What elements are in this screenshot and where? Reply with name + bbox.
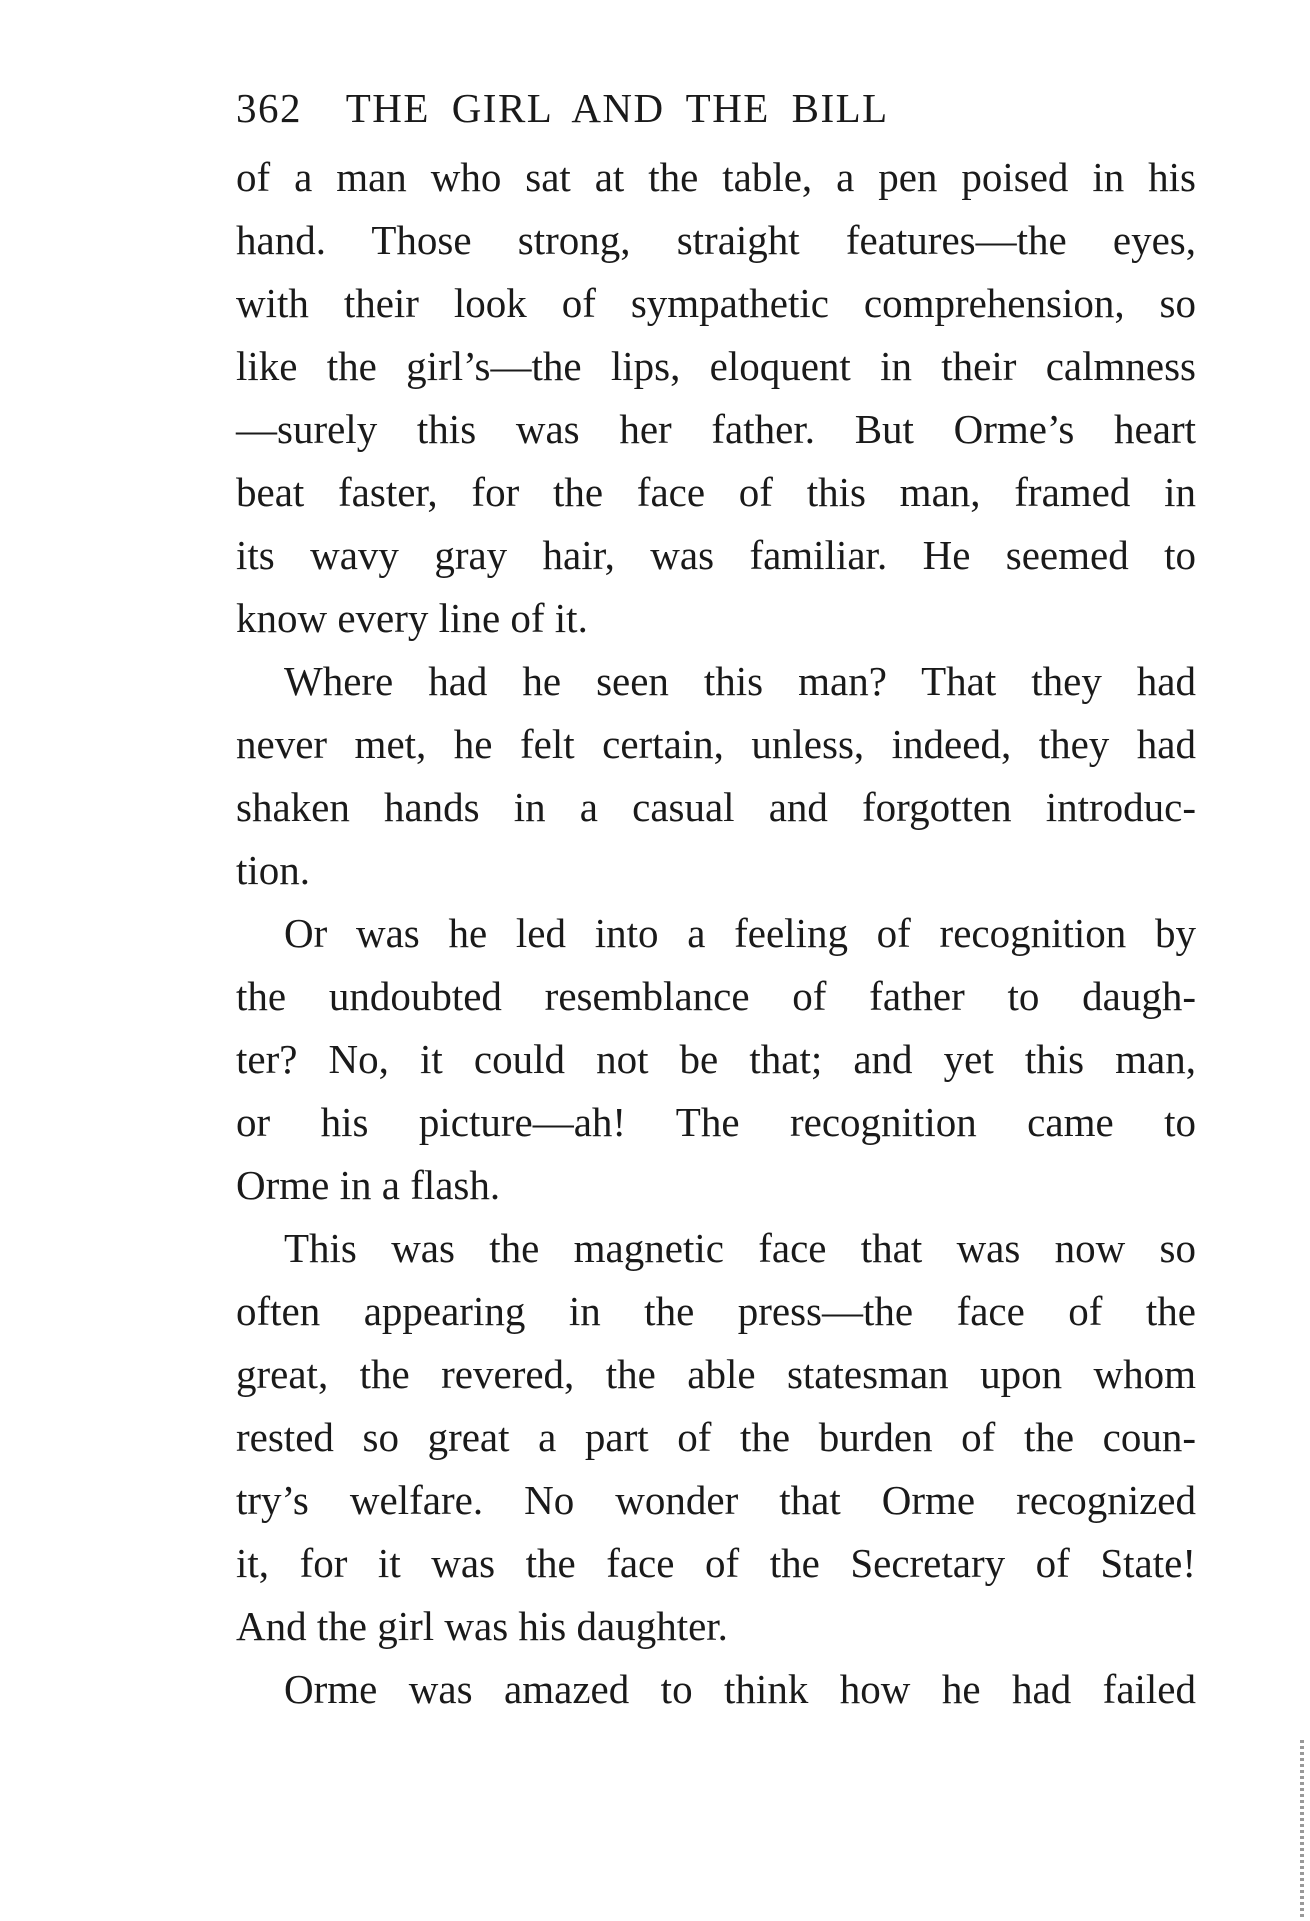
text-line: —surely this was her father. But Orme’s heart (236, 406, 1196, 452)
text-line: of a man who sat at the table, a pen poised in his (236, 154, 1196, 200)
text-line: ter? No, it could not be that; and yet this man, (236, 1036, 1196, 1082)
text-line: know every line of it. (236, 595, 588, 641)
text-line: like the girl’s—the lips, eloquent in their calmness (236, 343, 1196, 389)
text-line: the undoubted resemblance of father to daugh- (236, 973, 1196, 1019)
text-line: This was the magnetic face that was now so (284, 1225, 1196, 1271)
running-head (236, 80, 1056, 136)
text-line: And the girl was his daughter. (236, 1603, 728, 1649)
text-line: Or was he led into a feeling of recognition by (284, 910, 1196, 956)
page-number: 362 (236, 85, 302, 131)
text-line: Orme was amazed to think how he had failed (284, 1666, 1196, 1712)
body-text (236, 146, 1196, 1721)
text-line: Orme in a flash. (236, 1162, 501, 1208)
text-line: tion. (236, 847, 311, 893)
text-line: hand. Those strong, straight features—the eyes, (236, 217, 1196, 263)
text-line: with their look of sympathetic comprehension, so (236, 280, 1196, 326)
text-line: shaken hands in a casual and forgotten introduc- (236, 784, 1196, 830)
text-line: it, for it was the face of the Secretary of State! (236, 1540, 1196, 1586)
page-edge-mark (1300, 1740, 1304, 1920)
text-line: rested so great a part of the burden of the coun- (236, 1414, 1196, 1460)
text-line: try’s welfare. No wonder that Orme recognized (236, 1477, 1196, 1523)
text-line: beat faster, for the face of this man, framed in (236, 469, 1196, 515)
text-line: its wavy gray hair, was familiar. He seemed to (236, 532, 1196, 578)
text-line: great, the revered, the able statesman upon whom (236, 1351, 1196, 1397)
text-line: often appearing in the press—the face of the (236, 1288, 1196, 1334)
text-line: or his picture—ah! The recognition came to (236, 1099, 1196, 1145)
text-line: never met, he felt certain, unless, indeed, they had (236, 721, 1196, 767)
running-title: THE GIRL AND THE BILL (345, 85, 889, 131)
text-line: Where had he seen this man? That they had (284, 658, 1196, 704)
